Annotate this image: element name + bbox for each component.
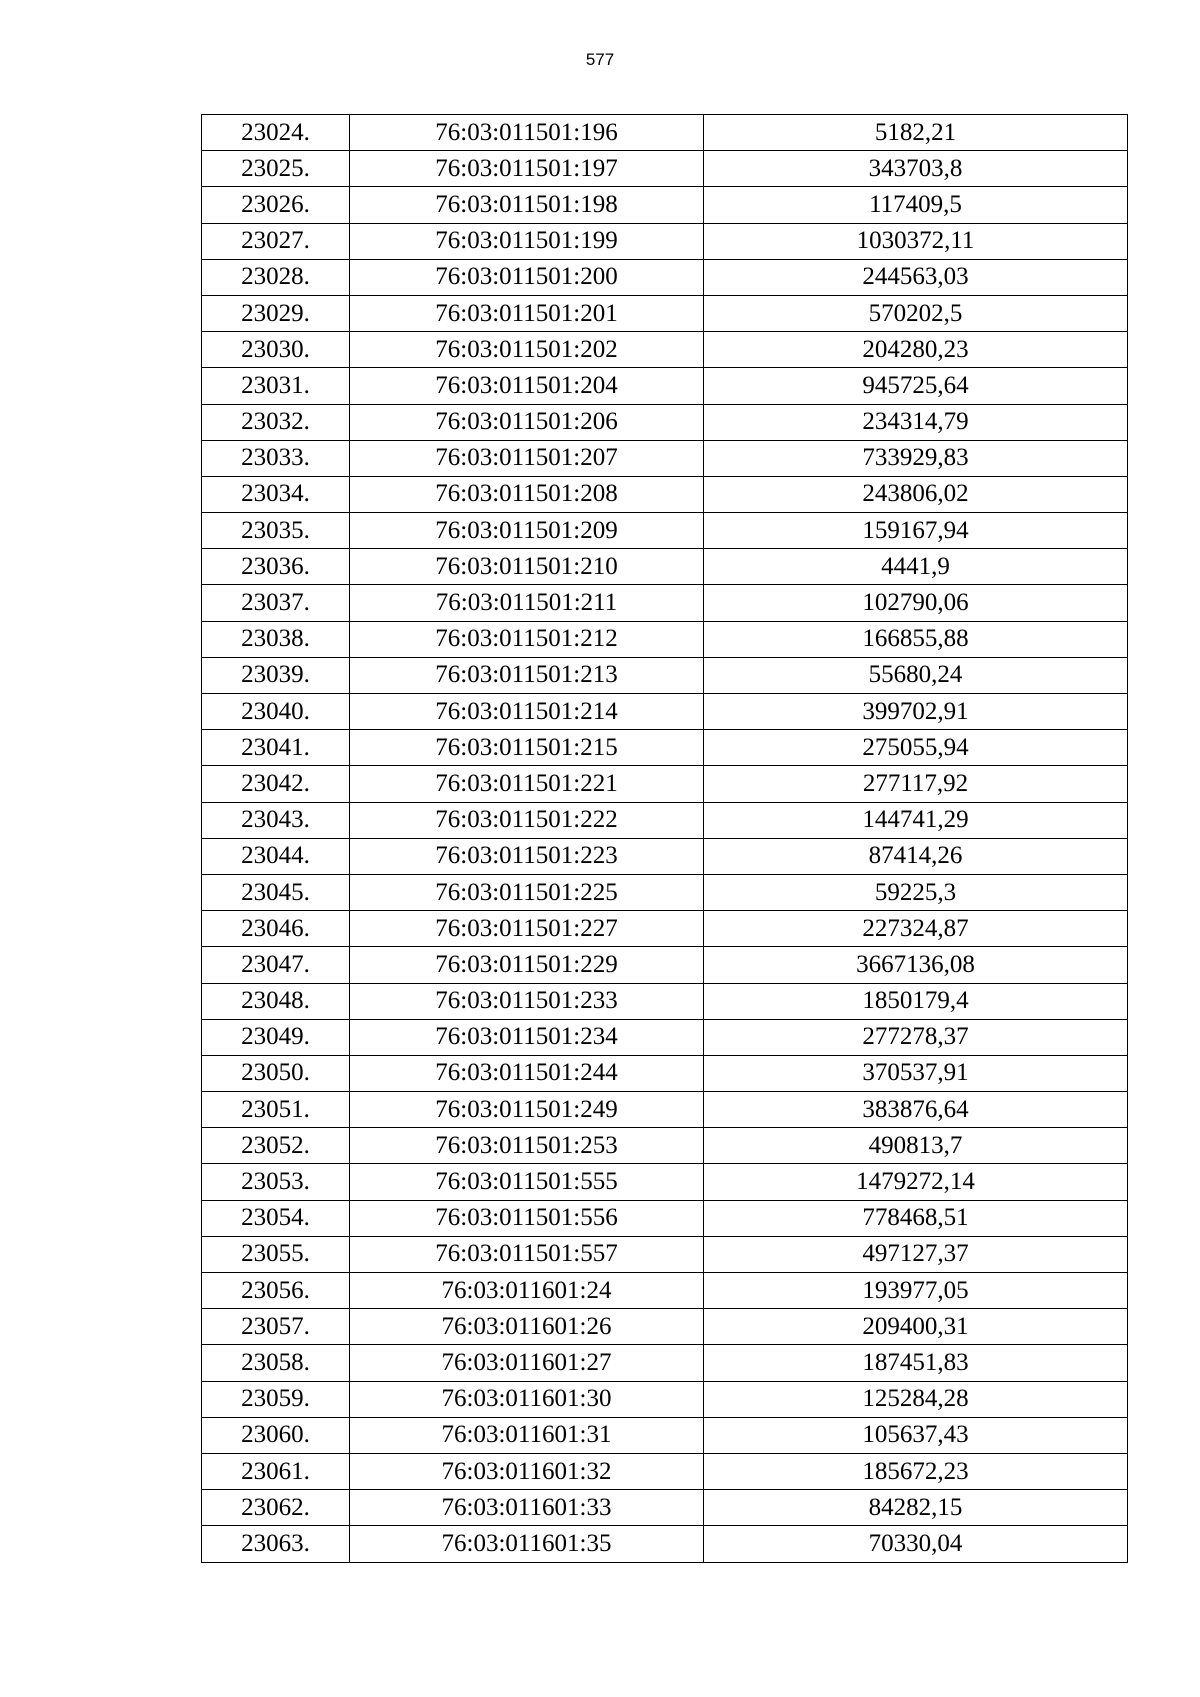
table-row [202, 874, 1128, 910]
row-number-cell: 23061. [202, 1453, 350, 1489]
value-cell: 1030372,11 [704, 223, 1128, 259]
row-number-cell: 23027. [202, 223, 350, 259]
value-cell: 370537,91 [704, 1055, 1128, 1091]
cadastral-number-cell: 76:03:011501:229 [350, 947, 704, 983]
value-cell: 1479272,14 [704, 1164, 1128, 1200]
value-cell: 70330,04 [704, 1526, 1128, 1562]
table-row [202, 1128, 1128, 1164]
value-cell: 59225,3 [704, 874, 1128, 910]
row-number-cell: 23031. [202, 368, 350, 404]
cadastral-number-cell: 76:03:011501:208 [350, 476, 704, 512]
row-number-cell: 23054. [202, 1200, 350, 1236]
row-number-cell: 23034. [202, 476, 350, 512]
row-number-cell: 23050. [202, 1055, 350, 1091]
cadastral-number-cell: 76:03:011501:555 [350, 1164, 704, 1200]
cadastral-number-cell: 76:03:011601:30 [350, 1381, 704, 1417]
value-cell: 159167,94 [704, 513, 1128, 549]
cadastral-number-cell: 76:03:011501:253 [350, 1128, 704, 1164]
cadastral-number-cell: 76:03:011501:221 [350, 766, 704, 802]
table-row [202, 694, 1128, 730]
cadastral-number-cell: 76:03:011501:227 [350, 911, 704, 947]
value-cell: 277278,37 [704, 1019, 1128, 1055]
page-number: 577 [585, 50, 615, 69]
table-row [202, 549, 1128, 585]
cadastral-number-cell: 76:03:011501:198 [350, 187, 704, 223]
row-number-cell: 23056. [202, 1273, 350, 1309]
table-row [202, 404, 1128, 440]
value-cell: 102790,06 [704, 585, 1128, 621]
cadastral-number-cell: 76:03:011601:24 [350, 1273, 704, 1309]
table-row [202, 259, 1128, 295]
cadastral-number-cell: 76:03:011501:202 [350, 332, 704, 368]
cadastral-number-cell: 76:03:011501:244 [350, 1055, 704, 1091]
cadastral-number-cell: 76:03:011501:556 [350, 1200, 704, 1236]
row-number-cell: 23053. [202, 1164, 350, 1200]
cadastral-number-cell: 76:03:011501:212 [350, 621, 704, 657]
cadastral-number-cell: 76:03:011501:200 [350, 259, 704, 295]
cadastral-value-table [201, 114, 1128, 1563]
cadastral-number-cell: 76:03:011601:32 [350, 1453, 704, 1489]
table-row [202, 223, 1128, 259]
cadastral-number-cell: 76:03:011501:211 [350, 585, 704, 621]
table-row [202, 1200, 1128, 1236]
value-cell: 187451,83 [704, 1345, 1128, 1381]
value-cell: 4441,9 [704, 549, 1128, 585]
value-cell: 166855,88 [704, 621, 1128, 657]
value-cell: 1850179,4 [704, 983, 1128, 1019]
row-number-cell: 23058. [202, 1345, 350, 1381]
value-cell: 490813,7 [704, 1128, 1128, 1164]
value-cell: 945725,64 [704, 368, 1128, 404]
cadastral-number-cell: 76:03:011501:214 [350, 694, 704, 730]
table-row [202, 911, 1128, 947]
row-number-cell: 23043. [202, 802, 350, 838]
row-number-cell: 23028. [202, 259, 350, 295]
table-row [202, 476, 1128, 512]
value-cell: 209400,31 [704, 1309, 1128, 1345]
cadastral-number-cell: 76:03:011501:209 [350, 513, 704, 549]
value-cell: 3667136,08 [704, 947, 1128, 983]
value-cell: 275055,94 [704, 730, 1128, 766]
table-row [202, 115, 1128, 151]
cadastral-number-cell: 76:03:011501:222 [350, 802, 704, 838]
value-cell: 87414,26 [704, 838, 1128, 874]
value-cell: 55680,24 [704, 657, 1128, 693]
value-cell: 570202,5 [704, 295, 1128, 331]
cadastral-number-cell: 76:03:011501:204 [350, 368, 704, 404]
value-cell: 117409,5 [704, 187, 1128, 223]
value-cell: 193977,05 [704, 1273, 1128, 1309]
row-number-cell: 23063. [202, 1526, 350, 1562]
row-number-cell: 23033. [202, 440, 350, 476]
value-cell: 383876,64 [704, 1092, 1128, 1128]
row-number-cell: 23044. [202, 838, 350, 874]
row-number-cell: 23051. [202, 1092, 350, 1128]
row-number-cell: 23032. [202, 404, 350, 440]
value-cell: 277117,92 [704, 766, 1128, 802]
cadastral-number-cell: 76:03:011501:234 [350, 1019, 704, 1055]
table-body [202, 115, 1128, 1563]
table-row [202, 1236, 1128, 1272]
value-cell: 144741,29 [704, 802, 1128, 838]
table-row [202, 187, 1128, 223]
table-row [202, 838, 1128, 874]
cadastral-number-cell: 76:03:011601:27 [350, 1345, 704, 1381]
cadastral-number-cell: 76:03:011501:233 [350, 983, 704, 1019]
value-cell: 497127,37 [704, 1236, 1128, 1272]
cadastral-number-cell: 76:03:011501:197 [350, 151, 704, 187]
cadastral-number-cell: 76:03:011501:223 [350, 838, 704, 874]
value-cell: 105637,43 [704, 1417, 1128, 1453]
row-number-cell: 23036. [202, 549, 350, 585]
value-cell: 244563,03 [704, 259, 1128, 295]
row-number-cell: 23046. [202, 911, 350, 947]
value-cell: 84282,15 [704, 1490, 1128, 1526]
table-row [202, 983, 1128, 1019]
row-number-cell: 23047. [202, 947, 350, 983]
table-row [202, 730, 1128, 766]
cadastral-number-cell: 76:03:011501:225 [350, 874, 704, 910]
value-cell: 343703,8 [704, 151, 1128, 187]
value-cell: 5182,21 [704, 115, 1128, 151]
row-number-cell: 23037. [202, 585, 350, 621]
cadastral-number-cell: 76:03:011501:213 [350, 657, 704, 693]
cadastral-number-cell: 76:03:011501:210 [350, 549, 704, 585]
table-row [202, 1417, 1128, 1453]
table-row [202, 585, 1128, 621]
table-row [202, 151, 1128, 187]
table-row [202, 947, 1128, 983]
table-row [202, 1273, 1128, 1309]
table-row [202, 332, 1128, 368]
row-number-cell: 23060. [202, 1417, 350, 1453]
table-row [202, 802, 1128, 838]
row-number-cell: 23049. [202, 1019, 350, 1055]
table-row [202, 1381, 1128, 1417]
row-number-cell: 23035. [202, 513, 350, 549]
row-number-cell: 23045. [202, 874, 350, 910]
value-cell: 243806,02 [704, 476, 1128, 512]
row-number-cell: 23057. [202, 1309, 350, 1345]
cadastral-number-cell: 76:03:011501:201 [350, 295, 704, 331]
row-number-cell: 23041. [202, 730, 350, 766]
table-row [202, 1453, 1128, 1489]
cadastral-number-cell: 76:03:011501:249 [350, 1092, 704, 1128]
table-row [202, 1019, 1128, 1055]
table-row [202, 440, 1128, 476]
row-number-cell: 23029. [202, 295, 350, 331]
value-cell: 227324,87 [704, 911, 1128, 947]
row-number-cell: 23055. [202, 1236, 350, 1272]
row-number-cell: 23024. [202, 115, 350, 151]
row-number-cell: 23052. [202, 1128, 350, 1164]
table-row [202, 1490, 1128, 1526]
table-row [202, 1055, 1128, 1091]
row-number-cell: 23039. [202, 657, 350, 693]
row-number-cell: 23040. [202, 694, 350, 730]
table-row [202, 1092, 1128, 1128]
row-number-cell: 23059. [202, 1381, 350, 1417]
row-number-cell: 23030. [202, 332, 350, 368]
cadastral-number-cell: 76:03:011601:26 [350, 1309, 704, 1345]
cadastral-number-cell: 76:03:011501:199 [350, 223, 704, 259]
cadastral-number-cell: 76:03:011601:35 [350, 1526, 704, 1562]
table-row [202, 1164, 1128, 1200]
table-row [202, 295, 1128, 331]
value-cell: 204280,23 [704, 332, 1128, 368]
table-row [202, 513, 1128, 549]
table-row [202, 1309, 1128, 1345]
cadastral-number-cell: 76:03:011501:207 [350, 440, 704, 476]
value-cell: 399702,91 [704, 694, 1128, 730]
table-row [202, 368, 1128, 404]
cadastral-number-cell: 76:03:011501:557 [350, 1236, 704, 1272]
value-cell: 733929,83 [704, 440, 1128, 476]
table-row [202, 766, 1128, 802]
row-number-cell: 23038. [202, 621, 350, 657]
table-row [202, 1345, 1128, 1381]
cadastral-number-cell: 76:03:011501:215 [350, 730, 704, 766]
row-number-cell: 23042. [202, 766, 350, 802]
value-cell: 778468,51 [704, 1200, 1128, 1236]
row-number-cell: 23025. [202, 151, 350, 187]
cadastral-number-cell: 76:03:011601:31 [350, 1417, 704, 1453]
row-number-cell: 23048. [202, 983, 350, 1019]
value-cell: 125284,28 [704, 1381, 1128, 1417]
cadastral-number-cell: 76:03:011501:206 [350, 404, 704, 440]
row-number-cell: 23062. [202, 1490, 350, 1526]
value-cell: 234314,79 [704, 404, 1128, 440]
table-row [202, 657, 1128, 693]
row-number-cell: 23026. [202, 187, 350, 223]
cadastral-number-cell: 76:03:011601:33 [350, 1490, 704, 1526]
table-row [202, 1526, 1128, 1562]
cadastral-number-cell: 76:03:011501:196 [350, 115, 704, 151]
table-row [202, 621, 1128, 657]
value-cell: 185672,23 [704, 1453, 1128, 1489]
